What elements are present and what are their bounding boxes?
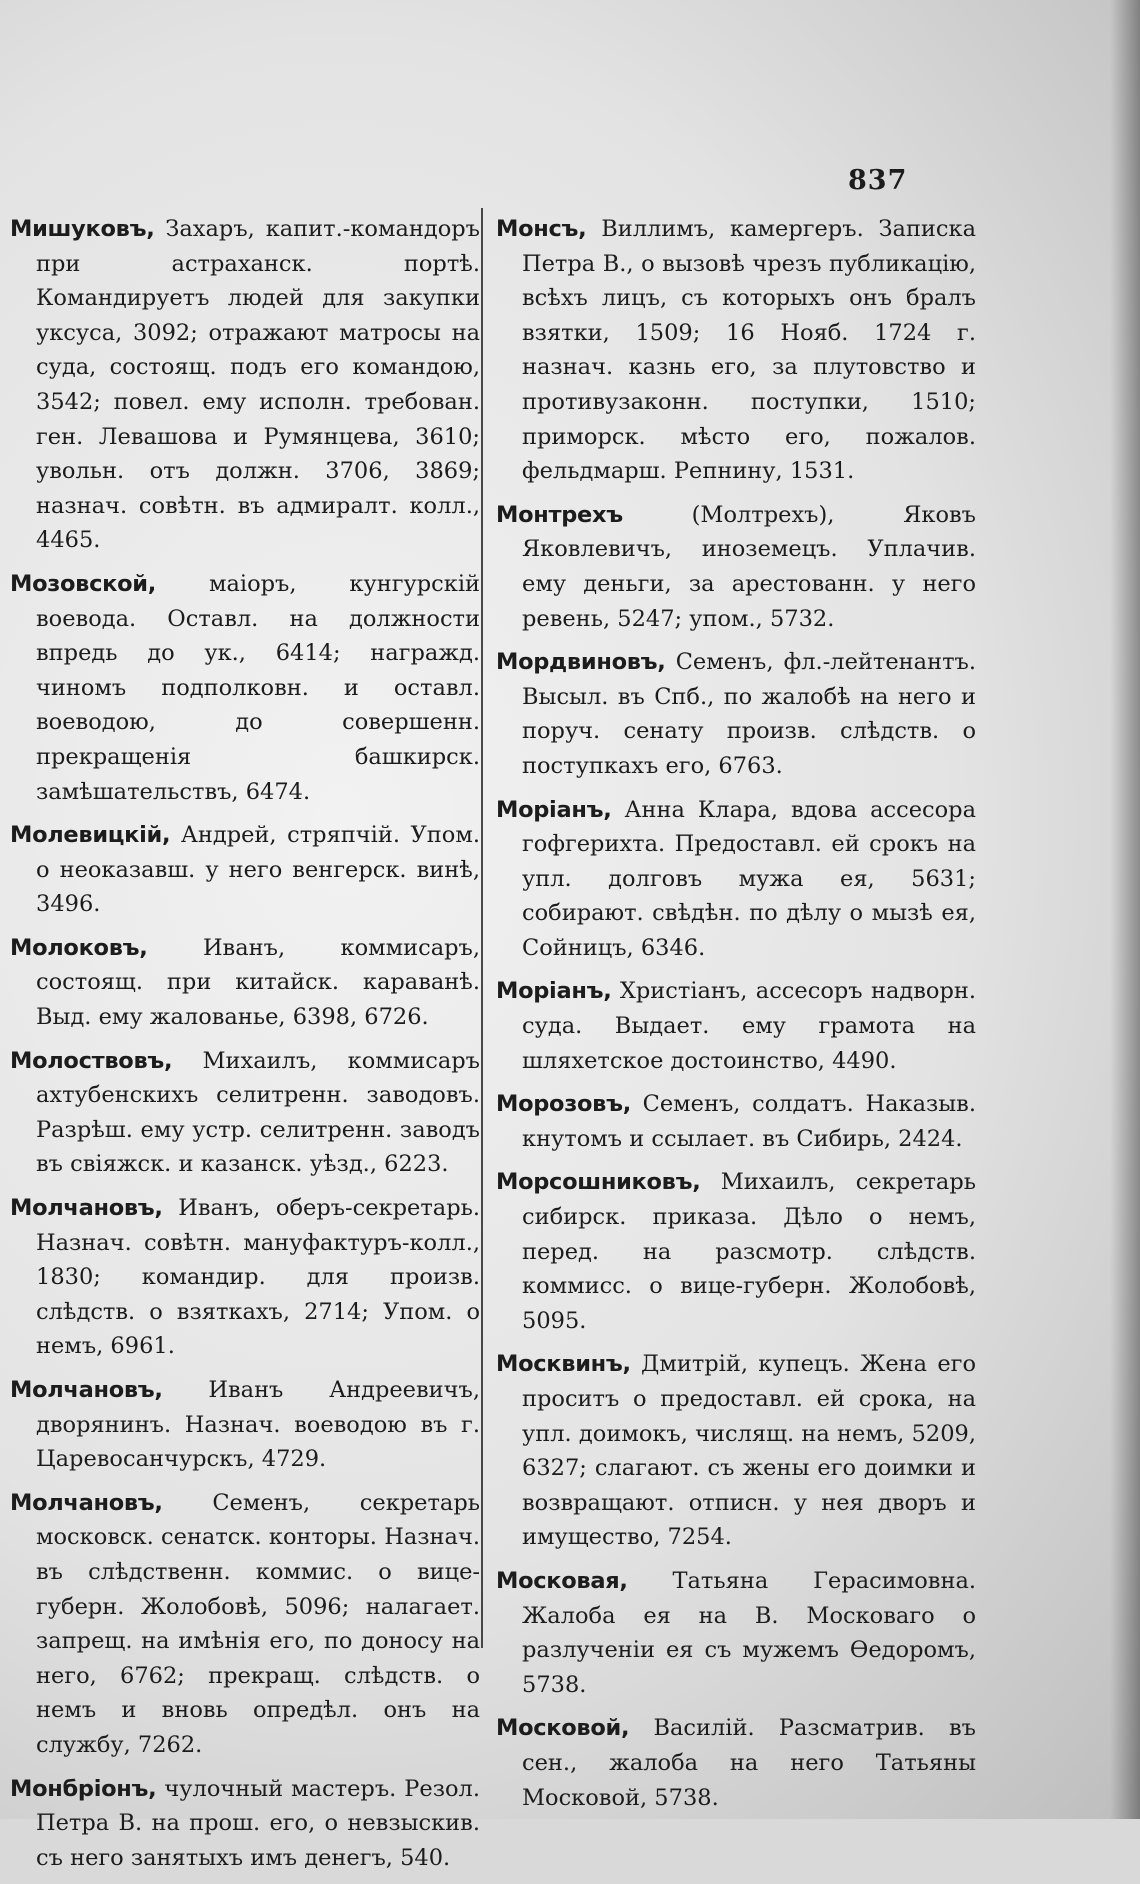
entry-headword: Мозовской, (10, 570, 156, 597)
entry-headword: Московой, (496, 1715, 630, 1742)
entry-headword: Молоковъ, (10, 934, 148, 961)
entry-text: Иванъ, коммисаръ, состоящ. при китайск. караванѣ. Выд. ему жалованье, 6398, 6726. (36, 934, 481, 1031)
index-entry (10, 1044, 480, 1182)
entry-text: Семенъ, фл.-лейтенантъ. Высыл. въ Спб., по жалобѣ на него и поруч. сенату произв. слѣдств. о поступкахъ его, 6763. (522, 649, 976, 779)
entry-headword: Молевицкій, (10, 822, 171, 849)
entry-text: Иванъ, оберъ-секретарь. Назнач. совѣтн. мануфактуръ-колл., 1830; командир. для произв. слѣдств. о взяткахъ, 2714; Упом. о немъ, 6961. (36, 1195, 480, 1360)
entry-text: Анна Клара, вдова ассесора гофгерихта. Предоставл. ей срокъ на упл. долговъ мужа ея, 5631; собирают. свѣдѣн. по дѣлу о мызѣ ея, Сойницъ, 6346. (522, 796, 977, 961)
entry-headword: Мордвиновъ, (496, 649, 666, 676)
entry-headword: Московая, (496, 1567, 628, 1594)
index-entry (10, 212, 480, 558)
entry-headword: Молчановъ, (10, 1377, 163, 1403)
entry-text: чулочный мастеръ. Резол. Петра В. на прош. его, о невзыскив. съ него занятыхъ имъ денегъ, 540. (36, 1775, 481, 1871)
entry-text: Виллимъ, камергеръ. Записка Петра В., о вызовѣ чрезъ публикацію, всѣхъ лицъ, съ которыхъ онъ бралъ взятки, 1509; 16 Нояб. 1724 г. назнач. казнь его, за плутовство и противузаконн. поступки, 1510; приморск. мѣсто его, пожалов. фельдмарш. Репнину, 1531. (522, 216, 977, 485)
page-edge-shadow (1110, 0, 1140, 1819)
entry-text: Дмитрій, купецъ. Жена его проситъ о предоставл. ей срока, на упл. доимокъ, числящ. на немъ, 5209, 6327; слагают. съ жены его доимки и возвращают. отписн. у нея дворъ и имущество, 7254. (522, 1351, 976, 1551)
entry-headword: Мишуковъ, (10, 216, 155, 242)
entry-text: Захаръ, капит.-командоръ при астраханск. портѣ. Командируетъ людей для закупки уксуса, 3092; отражают матросы на суда, состоящ. подъ его командою, 3542; повел. ему исполн. требован. ген. Левашова и Румянцева, 3610; увольн. отъ должн. 3706, 3869; назнач. совѣтн. въ адмиралт. колл., 4465. (36, 216, 481, 554)
entry-text: Василій. Разсматрив. въ сен., жалоба на него Татьяны Московой, 5738. (522, 1715, 976, 1811)
entry-text: маіоръ, кунгурскій воевода. Оставл. на должности впредь до ук., 6414; награжд. чиномъ подполковн. и оставл. воеводою, до совершенн. прекращенія башкирск. замѣшательствъ, 6474. (36, 570, 481, 805)
page-number: 837 (848, 165, 908, 196)
index-entry (496, 793, 976, 966)
entry-text: Татьяна Герасимовна. Жалоба ея на В. Московаго о разлученіи ея съ мужемъ Ѳедоромъ, 5738. (522, 1567, 977, 1698)
index-entry (10, 818, 480, 922)
entry-headword: Монбріонъ, (10, 1775, 157, 1802)
index-entry (10, 1191, 480, 1364)
index-entry (496, 1087, 976, 1156)
entry-text: Михаилъ, секретарь сибирск. приказа. Дѣло о немъ, перед. на разсмотр. слѣдств. коммисс. о вице-губерн. Жолобовѣ, 5095. (522, 1169, 976, 1334)
index-entry (496, 1165, 976, 1338)
entry-text: Семенъ, солдатъ. Наказыв. кнутомъ и ссылает. въ Сибирь, 2424. (522, 1091, 976, 1152)
index-entry (10, 567, 480, 809)
entry-headword: Молоствовъ, (10, 1047, 173, 1074)
left-column (10, 212, 480, 1884)
entry-text: Иванъ Андреевичъ, дворянинъ. Назнач. воеводою въ г. Царевосанчурскъ, 4729. (36, 1377, 480, 1473)
index-entry (10, 1486, 480, 1763)
index-entry (496, 645, 976, 783)
right-column (496, 212, 976, 1824)
entry-headword: Монтрехъ (496, 501, 623, 528)
entry-headword: Монсъ, (496, 216, 587, 242)
entry-headword: Морозовъ, (496, 1091, 631, 1118)
index-entry (496, 1711, 976, 1815)
index-entry (10, 931, 480, 1035)
entry-headword: Моріанъ, (496, 796, 612, 823)
index-entry (496, 498, 976, 636)
entry-text: Христіанъ, ассесоръ надворн. суда. Выдает. ему грамота на шляхетское достоинство, 4490. (522, 978, 977, 1074)
index-entry (10, 1373, 480, 1477)
entry-text: Семенъ, секретарь московск. сенатск. конторы. Назнач. въ слѣдственн. коммис. о вице-губерн. Жолобовѣ, 5096; налагает. запрещ. на имѣнія его, по доносу на него, 6762; прекращ. слѣдств. о немъ и вновь опредѣл. онъ на службу, 7262. (36, 1489, 480, 1758)
index-entry (496, 1564, 976, 1702)
entry-headword: Морсошниковъ, (496, 1169, 701, 1196)
entry-headword: Москвинъ, (496, 1351, 631, 1378)
column-divider (481, 208, 483, 1648)
entry-headword: Моріанъ, (496, 978, 612, 1005)
entry-text: (Молтрехъ), Яковъ Яковлевичъ, иноземецъ. Уплачив. ему деньги, за арестованн. у него ревень, 5247; упом., 5732. (522, 501, 976, 632)
entry-text: Андрей, стряпчій. Упом. о неоказавш. у него венгерск. винѣ, 3496. (36, 822, 480, 918)
index-entry (496, 212, 976, 489)
index-entry (496, 974, 976, 1078)
entry-headword: Молчановъ, (10, 1195, 163, 1222)
entry-headword: Молчановъ, (10, 1489, 163, 1516)
index-entry (496, 1347, 976, 1555)
index-entry (10, 1772, 480, 1876)
entry-text: Михаилъ, коммисаръ ахтубенскихъ селитренн. заводовъ. Разрѣш. ему устр. селитренн. заводъ въ свіяжск. и казанск. уѣзд., 6223. (36, 1047, 480, 1178)
